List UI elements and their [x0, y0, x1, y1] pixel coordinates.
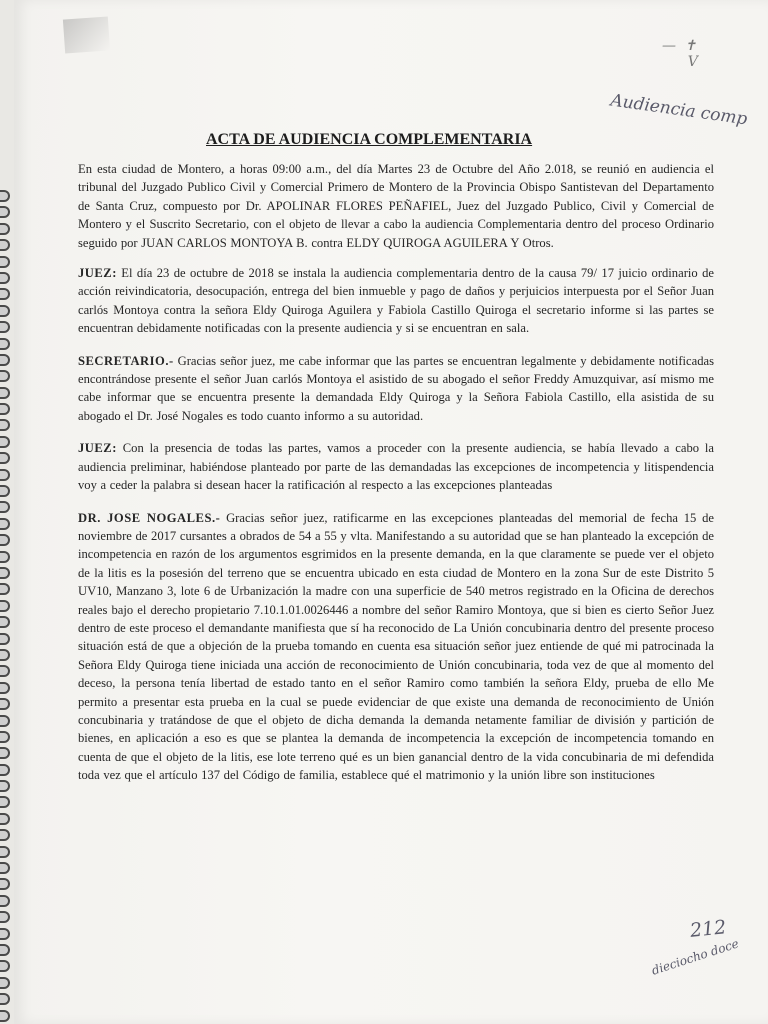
paragraph-nogales — [78, 509, 714, 785]
spiral-coil — [0, 288, 10, 300]
spiral-coil — [0, 764, 10, 776]
spiral-coil — [0, 354, 10, 366]
spiral-coil — [0, 796, 10, 808]
handwritten-annotation: Audiencia comp — [609, 90, 749, 130]
spiral-coil — [0, 813, 10, 825]
spiral-coil — [0, 190, 10, 202]
scan-shadow — [63, 16, 110, 53]
spiral-coil — [0, 682, 10, 694]
speaker-label: SECRETARIO.- — [78, 353, 174, 368]
spiral-coil — [0, 1010, 10, 1022]
spiral-coil — [0, 960, 10, 972]
spiral-coil — [0, 485, 10, 497]
handwritten-page-number: 212 — [688, 916, 728, 942]
paragraph-intro — [78, 160, 714, 252]
paragraph-text: El día 23 de octubre de 2018 se instala la audiencia complementaria dentro de la causa 79/ 17 juicio ordinario de acción reivindicatoria, desocupación, entrega del bien inmueble y pago de daños y perjuicios interpuesta por el Señor Juan carlós Montoya contra la señora Eldy Quiroga Aguilera y Fabiola Castillo Quiroga el secretario informe si las partes se encuentran debidamente notificadas con la presente audiencia y si se encuentran en sala. — [78, 266, 714, 336]
paragraph-juez-1 — [78, 264, 714, 338]
spiral-coil — [0, 895, 10, 907]
spiral-coil — [0, 469, 10, 481]
spiral-coil — [0, 649, 10, 661]
spiral-coil — [0, 747, 10, 759]
spiral-coil — [0, 583, 10, 595]
spiral-coil — [0, 715, 10, 727]
spiral-coil — [0, 862, 10, 874]
spiral-coil — [0, 846, 10, 858]
spiral-coil — [0, 633, 10, 645]
paragraph-text: Con la presencia de todas las partes, vamos a proceder con la presente audiencia, se había llevado a cabo la audiencia preliminar, habiéndose planteado por parte de las demandadas las excepciones de incompetencia y litispendencia voy a ceder la palabra si desean hacer la ratificación al respecto a las excepciones planteadas — [78, 441, 714, 493]
spiral-coil — [0, 403, 10, 415]
paragraph-text: Gracias señor juez, ratificarme en las excepciones planteadas del memorial de fecha 15 de noviembre de 2017 cursantes a obrados de 54 a 55 y vlta. Manifestando a su autoridad que se han planteado la excepción de incompetencia en razón de los argumentos esgrimidos en la presente demanda, en la que claramente se puede ver el objeto de la litis es la posesión del terreno que se encuentra ubicado en esta ciudad de Montero en la zona Sur de este Distrito 5 UV10, Manzano 3, lote 6 de Urbanización la madre con una superficie de 540 metros registrado en la Oficina de derechos reales bajo el derecho propietario 7.10.1.01.0026446 a nombre del señor Ramiro Montoya, que si bien es cierto Señor Juez dentro de este proceso el demandante manifiesta que sí ha reconocido de La Unión concubinaria dentro del presente proceso situación está de que a objeción de la prueba tomando en cuenta esa situación señor juez entiende de qué mi patrocinada la Señora Eldy Quiroga tiene iniciada una acción de reconocimiento de Unión concubinaria, toda vez de que al momento del deceso, la persona tenía libertad de estado tanto en el señor Ramiro como también la señora Eldy, prueba de ello Me permito a presentar esta prueba en la cual se puede evidenciar de que existe una demanda de reconocimiento de Unión concubinaria y tratándose de que el objeto de dicha demanda la demanda netamente familiar de división y partición de bienes, en aplicación a eso es que se plantea la demanda de incompetencia la excepción de incompetencia tomando en cuenta de que el objeto de la litis, ese lote terreno qué es un bien ganancial dentro de la vida concubinaria de mi defendida toda vez que el artículo 137 del Código de familia, establece qué el matrimonio y la unión libre son instituciones — [78, 510, 714, 783]
spiral-coil — [0, 370, 10, 382]
spiral-coil — [0, 321, 10, 333]
document-title: ACTA DE AUDIENCIA COMPLEMENTARIA — [206, 131, 533, 148]
spiral-coil — [0, 829, 10, 841]
handwritten-signature: dieciocho doce — [649, 936, 741, 978]
spiral-coil — [0, 305, 10, 317]
handwritten-mark: — ✝ V — [662, 38, 700, 70]
spiral-coil — [0, 665, 10, 677]
spiral-coil — [0, 878, 10, 890]
document-page — [14, 0, 768, 1024]
spiral-coil — [0, 256, 10, 268]
spiral-coil — [0, 780, 10, 792]
spiral-coil — [0, 944, 10, 956]
spiral-coil — [0, 338, 10, 350]
spiral-coil — [0, 501, 10, 513]
spiral-coil — [0, 223, 10, 235]
speaker-label: JUEZ: — [78, 266, 117, 281]
paragraph-text: En esta ciudad de Montero, a horas 09:00 a.m., del día Martes 23 de Octubre del Año 2.018, se reunió en audiencia el tribunal del Juzgado Publico Civil y Comercial Primero de Montero de la Provincia Obispo Santistevan del Departamento de Santa Cruz, compuesto por Dr. APOLINAR FLORES PEÑAFIEL, Juez del Juzgado Publico, Civil y Comercial de Montero y el Suscrito Secretario, con el objeto de llevar a cabo la audiencia Complementaria dentro del proceso Ordinario seguido por JUAN CARLOS MONTOYA B. contra ELDY QUIROGA AGUILERA Y Otros. — [78, 162, 714, 250]
paragraph-text: Gracias señor juez, me cabe informar que las partes se encuentran legalmente y debidamente notificadas encontrándose presente el señor Juan carlós Montoya el asistido de su abogado el señor Freddy Amuzquivar, así mismo me cabe informar que se encuentra presente la demandada Eldy Quiroga y la Señora Fabiola Castillo, ella asistida de su abogado el Dr. José Nogales es todo cuanto informo a su autoridad. — [78, 353, 714, 423]
spiral-coil — [0, 600, 10, 612]
spiral-coil — [0, 698, 10, 710]
spiral-coil — [0, 206, 10, 218]
document-body — [78, 160, 714, 799]
spiral-coil — [0, 567, 10, 579]
spiral-coil — [0, 419, 10, 431]
speaker-label: JUEZ: — [78, 441, 117, 456]
spiral-coil — [0, 616, 10, 628]
spiral-coil — [0, 272, 10, 284]
spiral-coil — [0, 452, 10, 464]
spiral-coil — [0, 993, 10, 1005]
spiral-coil — [0, 534, 10, 546]
spiral-coil — [0, 518, 10, 530]
speaker-label: DR. JOSE NOGALES.- — [78, 510, 221, 525]
spiral-coil — [0, 977, 10, 989]
spiral-coil — [0, 387, 10, 399]
spiral-coil — [0, 551, 10, 563]
paragraph-juez-2 — [78, 439, 714, 494]
spiral-coil — [0, 911, 10, 923]
spiral-coil — [0, 928, 10, 940]
notebook-spiral-binding — [0, 190, 14, 1024]
paragraph-secretario — [78, 352, 714, 426]
spiral-coil — [0, 239, 10, 251]
spiral-coil — [0, 436, 10, 448]
spiral-coil — [0, 731, 10, 743]
